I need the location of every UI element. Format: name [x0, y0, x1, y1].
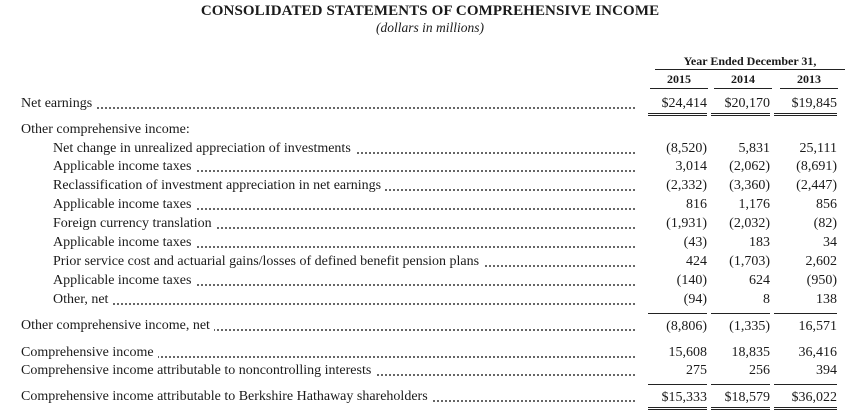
value-2014: $20,170	[711, 95, 770, 116]
row-label: Applicable income taxes	[53, 272, 635, 290]
row-label: Prior service cost and actuarial gains/losses of defined benefit pension plans	[53, 253, 635, 271]
row-income-taxes-3	[0, 234, 860, 252]
row-label: Foreign currency translation	[53, 215, 635, 233]
row-other-net	[0, 291, 860, 309]
row-label: Comprehensive income attributable to noncontrolling interests	[21, 362, 635, 380]
value-2013: 25,111	[799, 141, 837, 156]
row-label: Other comprehensive income:	[21, 121, 635, 139]
row-oci-net	[0, 317, 860, 335]
row-income-taxes-1	[0, 158, 860, 176]
value-2015: (2,332)	[666, 178, 707, 193]
value-2014: (3,360)	[729, 178, 770, 193]
value-2015: (8,520)	[666, 141, 707, 156]
value-2015: (43)	[683, 235, 707, 250]
value-2015: (94)	[683, 292, 707, 307]
row-oci-heading	[0, 121, 860, 139]
row-label: Net change in unrealized appreciation of investments	[53, 140, 635, 158]
value-2013: (82)	[813, 216, 837, 231]
value-2015: 3,014	[675, 159, 707, 174]
row-label: Comprehensive income	[21, 344, 635, 362]
value-2013: 36,416	[798, 345, 837, 360]
row-noncontrolling-interests	[0, 362, 860, 380]
value-2014: 1,176	[738, 197, 770, 212]
value-2014: 5,831	[738, 141, 770, 156]
value-2014: (2,062)	[729, 159, 770, 174]
value-2015: 15,608	[668, 345, 707, 360]
value-2013: 16,571	[774, 313, 837, 336]
period-header-rule	[655, 69, 845, 70]
value-2013: $19,845	[774, 95, 837, 116]
row-comprehensive-income	[0, 344, 860, 362]
value-2013: (2,447)	[796, 178, 837, 193]
value-2014: (2,032)	[729, 216, 770, 231]
value-2013: 394	[816, 363, 837, 378]
statement-subtitle: (dollars in millions)	[375, 20, 484, 35]
value-2014: $18,579	[711, 384, 770, 410]
row-berkshire-shareholders	[0, 388, 860, 406]
value-2015: $15,333	[648, 384, 707, 410]
row-label: Other, net	[53, 291, 635, 309]
row-label: Applicable income taxes	[53, 158, 635, 176]
value-2013: $36,022	[774, 384, 837, 410]
period-header: Year Ended December 31,	[683, 54, 817, 68]
value-2014: 256	[749, 363, 770, 378]
row-label: Other comprehensive income, net	[21, 317, 635, 335]
value-2014: (1,335)	[711, 313, 770, 336]
row-foreign-currency	[0, 215, 860, 233]
year-header-2014: 2014	[714, 72, 772, 89]
value-2013: (950)	[806, 273, 837, 288]
value-2013: 856	[816, 197, 837, 212]
row-pension-plans	[0, 253, 860, 271]
value-2015: $24,414	[648, 95, 707, 116]
row-income-taxes-4	[0, 272, 860, 290]
value-2014: 183	[749, 235, 770, 250]
value-2014: (1,703)	[729, 254, 770, 269]
value-2013: 2,602	[805, 254, 837, 269]
value-2014: 624	[749, 273, 770, 288]
value-2015: 275	[686, 363, 707, 378]
value-2014: 8	[763, 292, 770, 307]
year-header-2013: 2013	[780, 72, 838, 89]
row-reclassification	[0, 177, 860, 195]
value-2013: 34	[823, 235, 837, 250]
row-income-taxes-2	[0, 196, 860, 214]
value-2015: 816	[686, 197, 707, 212]
value-2013: 138	[816, 292, 837, 307]
row-label: Reclassification of investment appreciation in net earnings	[53, 177, 635, 195]
row-label: Applicable income taxes	[53, 196, 635, 214]
row-unrealized-appreciation	[0, 140, 860, 158]
row-label: Comprehensive income attributable to Berkshire Hathaway shareholders	[21, 388, 635, 406]
value-2015: 424	[686, 254, 707, 269]
value-2015: (1,931)	[666, 216, 707, 231]
value-2015: (140)	[676, 273, 707, 288]
value-2015: (8,806)	[648, 313, 707, 336]
row-net-earnings	[0, 95, 860, 113]
row-label: Net earnings	[21, 95, 635, 113]
value-2013: (8,691)	[796, 159, 837, 174]
value-2014: 18,835	[731, 345, 770, 360]
statement-title: CONSOLIDATED STATEMENTS OF COMPREHENSIVE INCOME	[200, 3, 660, 19]
row-label: Applicable income taxes	[53, 234, 635, 252]
year-header-2015: 2015	[650, 72, 708, 89]
